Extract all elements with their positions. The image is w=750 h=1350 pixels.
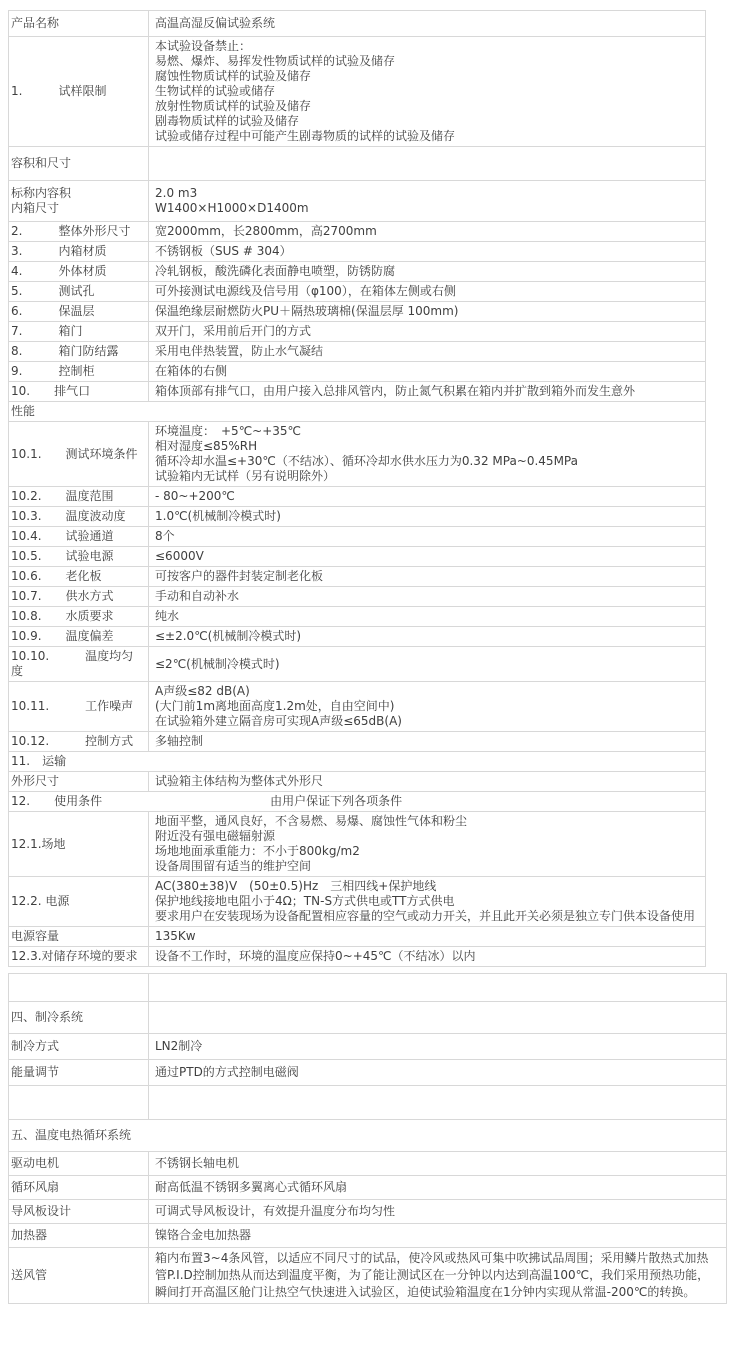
spec-row — [9, 181, 706, 222]
row-value-cell — [149, 974, 727, 1002]
label-line: 1. 试样限制 — [11, 84, 107, 98]
value-line: 循环冷却水温≤+30℃（不结冰）、循环冷却水供水压力为0.32 MPa~0.45MPa — [155, 454, 578, 468]
spec-row — [9, 947, 706, 967]
row-label-cell — [9, 302, 149, 322]
label-line: 四、制冷系统 — [11, 1010, 84, 1024]
section-cell — [9, 792, 706, 812]
label-line: 7. 箱门 — [11, 324, 83, 338]
spec-row — [9, 507, 706, 527]
label-line: 容积和尺寸 — [11, 156, 72, 170]
label-line: 10.3. 温度波动度 — [11, 509, 126, 523]
spec-row — [9, 342, 706, 362]
spec-row — [9, 222, 706, 242]
label-line: 8. 箱门防结露 — [11, 344, 119, 358]
row-label-cell — [9, 422, 149, 487]
row-value-cell — [149, 242, 706, 262]
value-line: 双开门，采用前后开门的方式 — [155, 324, 312, 338]
row-value-cell — [149, 222, 706, 242]
spec-row — [9, 37, 706, 147]
value-line: 1.0℃(机械制冷模式时) — [155, 509, 281, 523]
row-value-cell — [149, 487, 706, 507]
row-value-cell — [149, 1086, 727, 1120]
row-value-cell — [149, 647, 706, 682]
value-line: ≤2℃(机械制冷模式时) — [155, 656, 280, 671]
value-line: ≤±2.0℃(机械制冷模式时) — [155, 629, 302, 643]
value-line: AC(380±38)V (50±0.5)Hz 三相四线+保护地线 — [155, 879, 437, 893]
value-line: 箱体顶部有排气口，由用户接入总排风管内，防止氮气积累在箱内并扩散到箱外而发生意外 — [155, 384, 636, 398]
label-line: 4. 外体材质 — [11, 264, 107, 278]
label-line: 10.8. 水质要求 — [11, 609, 114, 623]
spec-row — [9, 382, 706, 402]
row-label-cell — [9, 547, 149, 567]
row-label-cell — [9, 567, 149, 587]
spec-row — [9, 682, 706, 732]
label-line: 3. 内箱材质 — [11, 244, 107, 258]
row-value-cell — [149, 772, 706, 792]
label-line: 10. 排气口 — [11, 384, 91, 398]
spec-table-systems-body — [9, 974, 727, 1304]
section-line: 五、温度电热循环系统 — [11, 1128, 132, 1142]
spec-row — [9, 1034, 727, 1060]
value-line: 可外接测试电源线及信号用（φ100），在箱体左侧或右侧 — [155, 284, 456, 298]
value-line: 通过PTD的方式控制电磁阀 — [155, 1065, 299, 1079]
spec-row — [9, 587, 706, 607]
section-cell — [9, 1120, 727, 1152]
row-value-cell — [149, 587, 706, 607]
row-value-cell — [149, 527, 706, 547]
row-label-cell — [9, 627, 149, 647]
value-line: 高温高湿反偏试验系统 — [155, 16, 276, 30]
section-row — [9, 752, 706, 772]
row-label-cell — [9, 242, 149, 262]
section-line: 性能 — [11, 404, 36, 418]
label-line: 产品名称 — [11, 16, 60, 30]
row-label-cell — [9, 147, 149, 181]
row-value-cell — [149, 322, 706, 342]
value-line: LN2制冷 — [155, 1039, 203, 1053]
section-cell — [9, 752, 706, 772]
value-line: 采用电伴热装置，防止水气凝结 — [155, 344, 324, 358]
value-line: 地面平整，通风良好，不含易燃、易爆、腐蚀性气体和粉尘 — [155, 814, 468, 828]
value-line: 生物试样的试验或储存 — [155, 84, 276, 98]
spec-row — [9, 1248, 727, 1304]
row-label-cell — [9, 382, 149, 402]
spec-row — [9, 242, 706, 262]
label-line: 电源容量 — [11, 929, 60, 943]
spec-row — [9, 1200, 727, 1224]
spec-row — [9, 147, 706, 181]
row-value-cell — [149, 262, 706, 282]
section-cell — [9, 402, 706, 422]
row-label-cell — [9, 1060, 149, 1086]
row-label-cell — [9, 1224, 149, 1248]
value-line: 不锈钢板（SUS # 304） — [155, 244, 292, 258]
value-line: 剧毒物质试样的试验及储存 — [155, 114, 300, 128]
value-line: 试验箱内无试样（另有说明除外） — [155, 469, 336, 483]
row-label-cell — [9, 1200, 149, 1224]
value-line: W1400×H1000×D1400m — [155, 201, 309, 215]
row-value-cell — [149, 877, 706, 927]
row-value-cell — [149, 382, 706, 402]
label-line: 标称内容积 — [11, 186, 72, 200]
spec-row — [9, 607, 706, 627]
section-row — [9, 402, 706, 422]
value-line: 环境温度： +5℃~+35℃ — [155, 424, 302, 438]
row-value-cell — [149, 1060, 727, 1086]
section-line: 12. 使用条件 由用户保证下列各项条件 — [11, 794, 403, 808]
empty-row — [9, 1086, 727, 1120]
row-label-cell — [9, 682, 149, 732]
spec-row — [9, 282, 706, 302]
row-value-cell — [149, 1248, 727, 1304]
label-line: 10.4. 试验通道 — [11, 529, 114, 543]
row-label-cell — [9, 11, 149, 37]
label-line: 10.10. 温度均匀度 — [11, 649, 134, 678]
spec-row — [9, 1224, 727, 1248]
label-line: 导风板设计 — [11, 1204, 72, 1218]
row-label-cell — [9, 342, 149, 362]
value-line: 8个 — [155, 529, 175, 543]
row-label-cell — [9, 877, 149, 927]
spec-row — [9, 812, 706, 877]
value-line: 保温绝缘层耐燃防火PU＋隔热玻璃棉(保温层厚 100mm) — [155, 304, 459, 318]
spec-row — [9, 302, 706, 322]
row-value-cell — [149, 547, 706, 567]
row-label-cell — [9, 607, 149, 627]
value-line: ≤6000V — [155, 549, 204, 563]
value-line: 本试验设备禁止： — [155, 39, 252, 53]
row-label-cell — [9, 1152, 149, 1176]
row-label-cell — [9, 362, 149, 382]
row-label-cell — [9, 974, 149, 1002]
row-label-cell — [9, 927, 149, 947]
label-line: 10.2. 温度范围 — [11, 489, 114, 503]
row-label-cell — [9, 222, 149, 242]
label-line: 12.1.场地 — [11, 836, 66, 851]
row-label-cell — [9, 1086, 149, 1120]
spec-row — [9, 567, 706, 587]
value-line: 腐蚀性物质试样的试验及储存 — [155, 69, 312, 83]
spec-table-main-body — [9, 11, 706, 967]
row-label-cell — [9, 507, 149, 527]
spec-table-main — [8, 10, 706, 967]
row-value-cell — [149, 1200, 727, 1224]
spec-row — [9, 927, 706, 947]
label-line: 10.9. 温度偏差 — [11, 629, 114, 643]
label-line: 10.5. 试验电源 — [11, 549, 114, 563]
spec-row — [9, 527, 706, 547]
value-line: A声级≤82 dB(A) — [155, 684, 250, 698]
row-label-cell — [9, 527, 149, 547]
row-label-cell — [9, 647, 149, 682]
row-label-cell — [9, 1034, 149, 1060]
value-line: 场地地面承重能力：不小于800kg/m2 — [155, 844, 360, 858]
label-line: 12.2. 电源 — [11, 894, 70, 908]
label-line: 循环风扇 — [11, 1180, 60, 1194]
empty-row — [9, 974, 727, 1002]
row-label-cell — [9, 1176, 149, 1200]
spec-row — [9, 362, 706, 382]
value-line: 不锈钢长轴电机 — [155, 1156, 240, 1170]
spec-row — [9, 1060, 727, 1086]
value-line: 保护地线接地电阻小于4Ω；TN-S方式供电或TT方式供电 — [155, 894, 455, 908]
value-line: 设备周围留有适当的维护空间 — [155, 859, 312, 873]
value-line: 纯水 — [155, 609, 180, 623]
spec-table-systems — [8, 973, 727, 1304]
value-line: 多轴控制 — [155, 734, 204, 748]
label-line: 9. 控制柜 — [11, 364, 95, 378]
row-label-cell — [9, 812, 149, 877]
value-line: (大门前1m离地面高度1.2m处，自由空间中) — [155, 699, 395, 713]
spec-row — [9, 772, 706, 792]
row-label-cell — [9, 282, 149, 302]
label-line: 10.1. 测试环境条件 — [11, 446, 138, 461]
value-line: 相对湿度≤85%RH — [155, 439, 258, 453]
value-line: 放射性物质试样的试验及储存 — [155, 99, 312, 113]
row-value-cell — [149, 37, 706, 147]
spec-row — [9, 11, 706, 37]
value-line: 2.0 m3 — [155, 186, 198, 200]
row-value-cell — [149, 732, 706, 752]
label-line: 5. 测试孔 — [11, 284, 95, 298]
row-label-cell — [9, 487, 149, 507]
label-line: 送风管 — [11, 1268, 48, 1282]
spec-row — [9, 487, 706, 507]
spec-row — [9, 1152, 727, 1176]
row-label-cell — [9, 732, 149, 752]
row-value-cell — [149, 607, 706, 627]
value-line: 设备不工作时，环境的温度应保持0~+45℃（不结冰）以内 — [155, 949, 476, 963]
label-line: 10.7. 供水方式 — [11, 589, 114, 603]
value-line: 试验或储存过程中可能产生剧毒物质的试样的试验及储存 — [155, 129, 456, 143]
value-line: 可调式导风板设计，有效提升温度分布均匀性 — [155, 1204, 396, 1218]
value-line: 135Kw — [155, 929, 196, 943]
section-row — [9, 792, 706, 812]
spec-row — [9, 647, 706, 682]
row-value-cell — [149, 422, 706, 487]
spec-row — [9, 877, 706, 927]
row-value-cell — [149, 1224, 727, 1248]
row-value-cell — [149, 181, 706, 222]
section-line: 11. 运输 — [11, 754, 67, 768]
row-value-cell — [149, 147, 706, 181]
value-line: 在试验箱外建立隔音房可实现A声级≤65dB(A) — [155, 714, 402, 728]
spec-row — [9, 262, 706, 282]
row-label-cell — [9, 322, 149, 342]
spec-row — [9, 627, 706, 647]
label-line: 能量调节 — [11, 1065, 60, 1079]
value-line: 附近没有强电磁辐射源 — [155, 829, 276, 843]
row-value-cell — [149, 1152, 727, 1176]
value-line: 试验箱主体结构为整体式外形尺 — [155, 774, 324, 788]
row-value-cell — [149, 927, 706, 947]
label-line: 12.3.对储存环境的要求 — [11, 949, 138, 963]
row-value-cell — [149, 567, 706, 587]
label-line: 外形尺寸 — [11, 774, 60, 788]
row-value-cell — [149, 682, 706, 732]
spec-row — [9, 422, 706, 487]
row-value-cell — [149, 282, 706, 302]
value-line: 箱内布置3~4条风管，以适应不同尺寸的试品，使冷风或热风可集中吹拂试品周围；采用鳞片散热式加热管P.I.D控制加热从而达到温度平衡，为了能让测试区在一分钟以内达到高温100℃，我们采用预热功能，瞬间打开高温区舱门让热空气快速进入试验区，迫使试验箱温度在1分钟内实现从常温-200℃的转换。 — [155, 1251, 710, 1299]
value-line: - 80~+200℃ — [155, 489, 235, 503]
row-value-cell — [149, 362, 706, 382]
label-line: 制冷方式 — [11, 1039, 60, 1053]
spec-row — [9, 547, 706, 567]
row-value-cell — [149, 1002, 727, 1034]
label-line: 内箱尺寸 — [11, 201, 60, 215]
value-line: 镍铬合金电加热器 — [155, 1228, 252, 1242]
spec-row — [9, 322, 706, 342]
row-label-cell — [9, 947, 149, 967]
row-value-cell — [149, 1034, 727, 1060]
row-value-cell — [149, 342, 706, 362]
value-line: 可按客户的器件封装定制老化板 — [155, 569, 324, 583]
row-label-cell — [9, 772, 149, 792]
label-line: 2. 整体外形尺寸 — [11, 224, 131, 238]
value-line: 冷轧钢板，酸洗磷化表面静电喷塑，防锈防腐 — [155, 264, 396, 278]
label-line: 10.11. 工作噪声 — [11, 699, 134, 713]
value-line: 手动和自动补水 — [155, 589, 240, 603]
row-label-cell — [9, 1002, 149, 1034]
row-value-cell — [149, 1176, 727, 1200]
value-line: 宽2000mm，长2800mm，高2700mm — [155, 224, 377, 238]
value-line: 在箱体的右侧 — [155, 364, 228, 378]
row-label-cell — [9, 262, 149, 282]
section-row — [9, 1120, 727, 1152]
value-line: 要求用户在安装现场为设备配置相应容量的空气或动力开关，并且此开关必须是独立专门供本设备使用 — [155, 909, 696, 923]
row-value-cell — [149, 627, 706, 647]
row-label-cell — [9, 37, 149, 147]
row-value-cell — [149, 947, 706, 967]
label-line: 10.6. 老化板 — [11, 569, 102, 583]
row-value-cell — [149, 507, 706, 527]
label-line: 6. 保温层 — [11, 304, 95, 318]
label-line: 加热器 — [11, 1228, 48, 1242]
row-label-cell — [9, 181, 149, 222]
row-label-cell — [9, 587, 149, 607]
label-line: 驱动电机 — [11, 1156, 60, 1170]
row-value-cell — [149, 11, 706, 37]
value-line: 耐高低温不锈钢多翼离心式循环风扇 — [155, 1180, 348, 1194]
spec-row — [9, 732, 706, 752]
label-line: 10.12. 控制方式 — [11, 734, 134, 748]
value-line: 易燃、爆炸、易挥发性物质试样的试验及储存 — [155, 54, 396, 68]
row-value-cell — [149, 302, 706, 322]
spec-row — [9, 1176, 727, 1200]
row-value-cell — [149, 812, 706, 877]
row-label-cell — [9, 1248, 149, 1304]
spec-row — [9, 1002, 727, 1034]
